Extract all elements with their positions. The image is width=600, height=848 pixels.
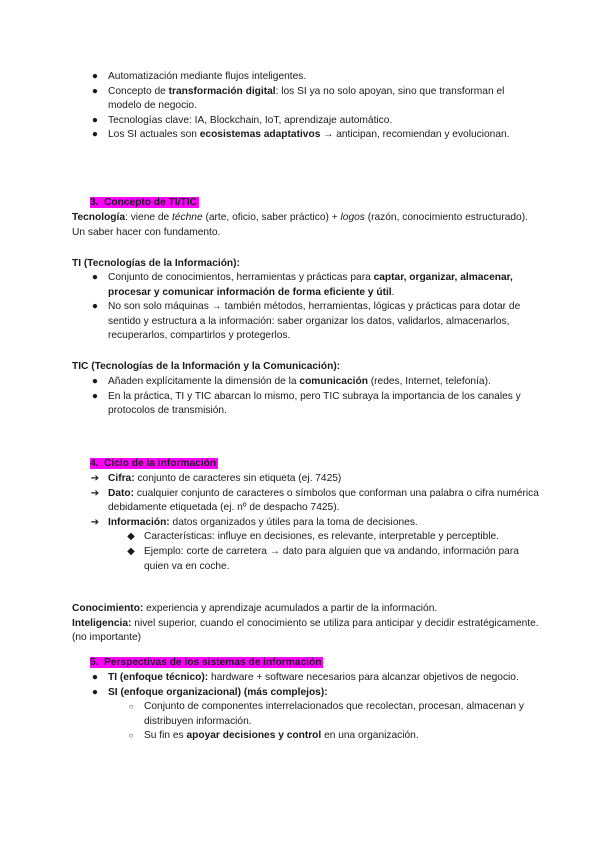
diamond-icon: ◆ <box>127 531 135 543</box>
bullet-icon: ● <box>91 85 99 97</box>
ciclo-list <box>72 472 540 574</box>
bullet-icon: ● <box>91 686 99 698</box>
bullet-icon: ● <box>91 71 99 82</box>
list-item: ● Añaden explícitamente la dimensión de la comunicación (redes, Internet, telefonía). <box>72 375 540 390</box>
list-item: ● Concepto de transformación digital: los SI ya no solo apoyan, sino que transforman el modelo de negocio. <box>72 85 540 114</box>
list-item: ○ Su fin es apoyar decisiones y control en una organización. <box>72 729 540 744</box>
list-item: ➔ Cifra: conjunto de caracteres sin etiqueta (ej. 7425) <box>72 472 540 487</box>
section-heading-4: 4. Ciclo de la información <box>90 458 217 469</box>
intro-list <box>72 70 540 143</box>
arrow-icon: ➔ <box>90 516 100 528</box>
list-item: ● Los SI actuales son ecosistemas adaptativos → anticipan, recomiendan y evolucionan. <box>72 128 540 143</box>
list-item: ● Conjunto de conocimientos, herramientas y prácticas para captar, organizar, almacenar, procesar y comunicar información de forma eficiente y útil. <box>72 271 540 300</box>
list-item: ○ Conjunto de componentes interrelacionados que recolectan, procesan, almacenan y distribuyen información. <box>72 700 540 729</box>
section-heading-3: 3. Concepto de TI/TIC <box>90 197 197 208</box>
list-item: ● Automatización mediante flujos inteligentes. <box>72 70 540 85</box>
list-item: ● En la práctica, TI y TIC abarcan lo mismo, pero TIC subraya la importancia de los canales y protocolos de transmisión. <box>72 390 540 419</box>
list-item: ● No son solo máquinas → también métodos, herramientas, lógicas y prácticas para dotar de sentido y estructura a la información: saber organizar los datos, validarlos, almacenarlos, recuperarlos, compartirlos y protegerlos. <box>72 300 540 344</box>
list-item: ◆ Características: influye en decisiones, es relevante, interpretable y perceptible. <box>72 530 540 545</box>
list-item: ● SI (enfoque organizacional) (más complejos): <box>72 686 540 701</box>
circle-icon: ○ <box>128 702 134 712</box>
bullet-icon: ● <box>91 272 99 283</box>
tic-list <box>72 375 540 419</box>
perspectivas-list <box>72 671 540 744</box>
conocimiento-paragraph: Conocimiento: experiencia y aprendizaje acumulados a partir de la información. Inteligencia: nivel superior, cuando el conocimiento se utiliza para anticipar y decidir estratégicamente.(no importante) <box>72 603 539 644</box>
bullet-icon: ● <box>91 376 99 387</box>
diamond-icon: ◆ <box>127 545 135 557</box>
bullet-icon: ● <box>91 672 99 683</box>
tic-heading: TIC (Tecnologías de la Información y la Comunicación): <box>72 361 341 372</box>
list-item: ◆ Ejemplo: corte de carretera → dato para alguien que va andando, información para quien va en coche. <box>72 545 540 574</box>
list-item: ➔ Dato: cualquier conjunto de caracteres o símbolos que conforman una palabra o cifra numérica debidamente etiquetada (ej. nº de despacho 7425). <box>72 487 540 516</box>
bullet-icon: ● <box>91 301 99 313</box>
bullet-icon: ● <box>91 114 99 126</box>
tecnologia-paragraph: Tecnología: viene de téchne (arte, oficio, saber práctico) + logos (razón, conocimiento estructurado). Un saber hacer con fundamento. <box>72 212 528 238</box>
bullet-icon: ● <box>91 390 99 402</box>
list-item: ➔ Información: datos organizados y útiles para la toma de decisiones. <box>72 516 540 531</box>
ti-heading: TI (Tecnologías de la Información): <box>72 258 240 269</box>
circle-icon: ○ <box>128 731 134 741</box>
list-item: ● Tecnologías clave: IA, Blockchain, IoT, aprendizaje automático. <box>72 114 540 129</box>
arrow-icon: ➔ <box>90 487 100 499</box>
ti-list <box>72 271 540 344</box>
section-heading-5: 5. Perspectivas de los sistemas de información <box>90 657 322 668</box>
bullet-icon: ● <box>91 129 99 141</box>
list-item: ● TI (enfoque técnico): hardware + software necesarios para alcanzar objetivos de negocio. <box>72 671 540 686</box>
arrow-icon: ➔ <box>90 473 100 484</box>
